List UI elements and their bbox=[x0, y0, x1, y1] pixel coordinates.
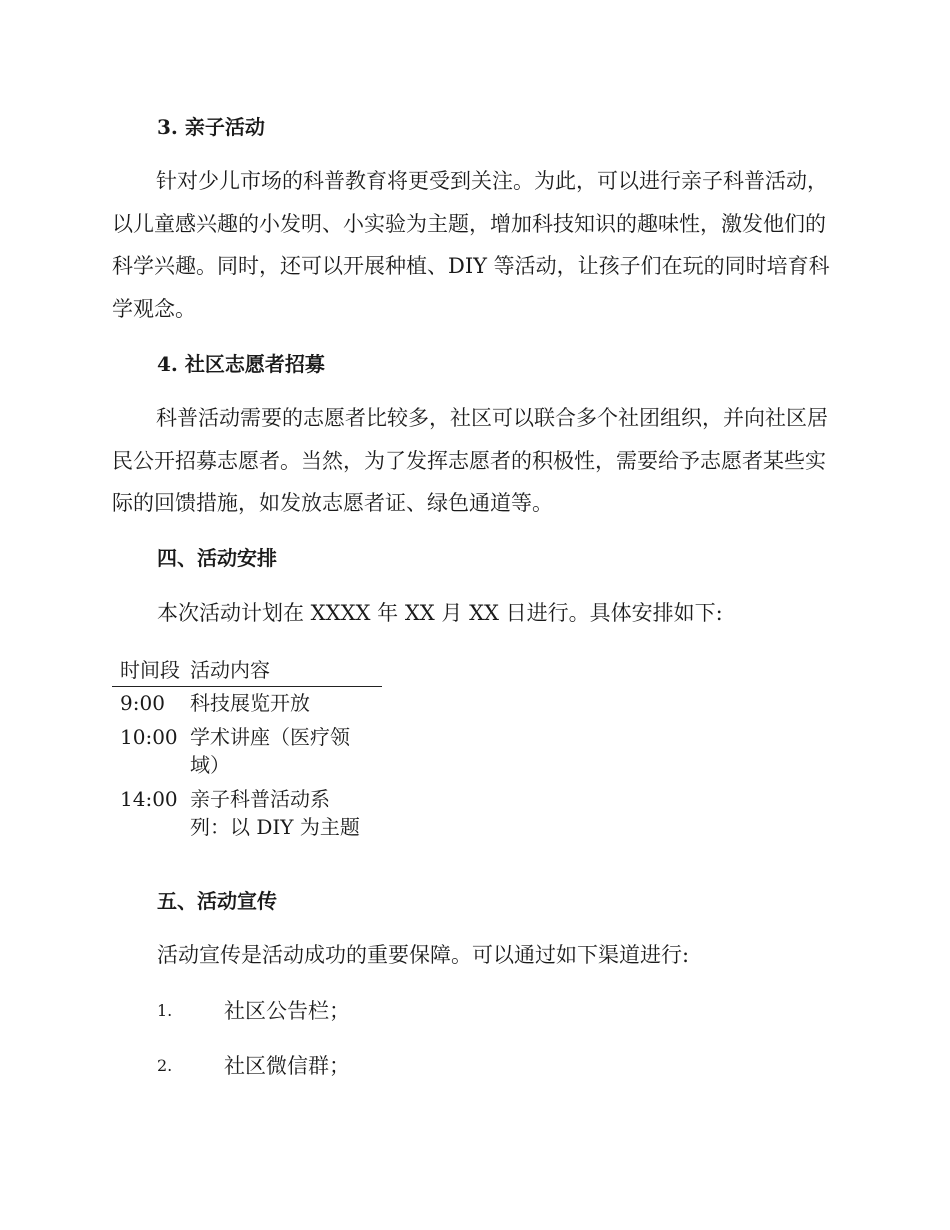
table-cell-time: 10:00 bbox=[120, 725, 178, 749]
table-row bbox=[112, 783, 382, 845]
section-heading-arrangement: 四、活动安排 bbox=[157, 546, 277, 570]
table-cell-content: 亲子科普活动系列：以 DIY 为主题 bbox=[190, 787, 360, 839]
table-cell-content: 科技展览开放 bbox=[190, 691, 310, 715]
promotion-intro: 活动宣传是活动成功的重要保障。可以通过如下渠道进行: bbox=[157, 943, 690, 967]
section-heading-volunteers: 4. 社区志愿者招募 bbox=[157, 352, 325, 376]
schedule-table bbox=[112, 654, 382, 845]
paragraph-volunteers-text: 科普活动需要的志愿者比较多，社区可以联合多个社团组织，并向社区居民公开招募志愿者。当然，为了发挥志愿者的积极性，需要给予志愿者某些实际的回馈措施，如发放志愿者证、绿色通道等。 bbox=[112, 406, 828, 515]
paragraph-parent-child bbox=[112, 160, 830, 330]
section-heading-parent-child: 3. 亲子活动 bbox=[157, 115, 265, 139]
list-item-text: 社区公告栏； bbox=[224, 999, 350, 1023]
list-item-number: 2. bbox=[157, 1056, 173, 1075]
arrangement-intro: 本次活动计划在 XXXX 年 XX 月 XX 日进行。具体安排如下: bbox=[157, 601, 723, 625]
table-cell-content: 学术讲座（医疗领域） bbox=[190, 725, 350, 777]
list-item-text: 社区微信群； bbox=[224, 1054, 350, 1078]
table-cell-time: 14:00 bbox=[120, 787, 178, 811]
column-header-content: 活动内容 bbox=[182, 654, 382, 687]
section-heading-promotion: 五、活动宣传 bbox=[157, 889, 277, 913]
table-cell-time: 9:00 bbox=[120, 691, 165, 715]
list-item-number: 1. bbox=[157, 1001, 173, 1020]
table-row bbox=[112, 687, 382, 722]
table-header-row bbox=[112, 654, 382, 687]
paragraph-volunteers bbox=[112, 397, 830, 525]
column-header-time: 时间段 bbox=[112, 654, 182, 687]
paragraph-parent-child-text: 针对少儿市场的科普教育将更受到关注。为此，可以进行亲子科普活动，以儿童感兴趣的小发明、小实验为主题，增加科技知识的趣味性，激发他们的科学兴趣。同时，还可以开展种植、DIY 等活动，让孩子们在玩的同时培育科学观念。 bbox=[112, 169, 830, 321]
table-row bbox=[112, 721, 382, 783]
